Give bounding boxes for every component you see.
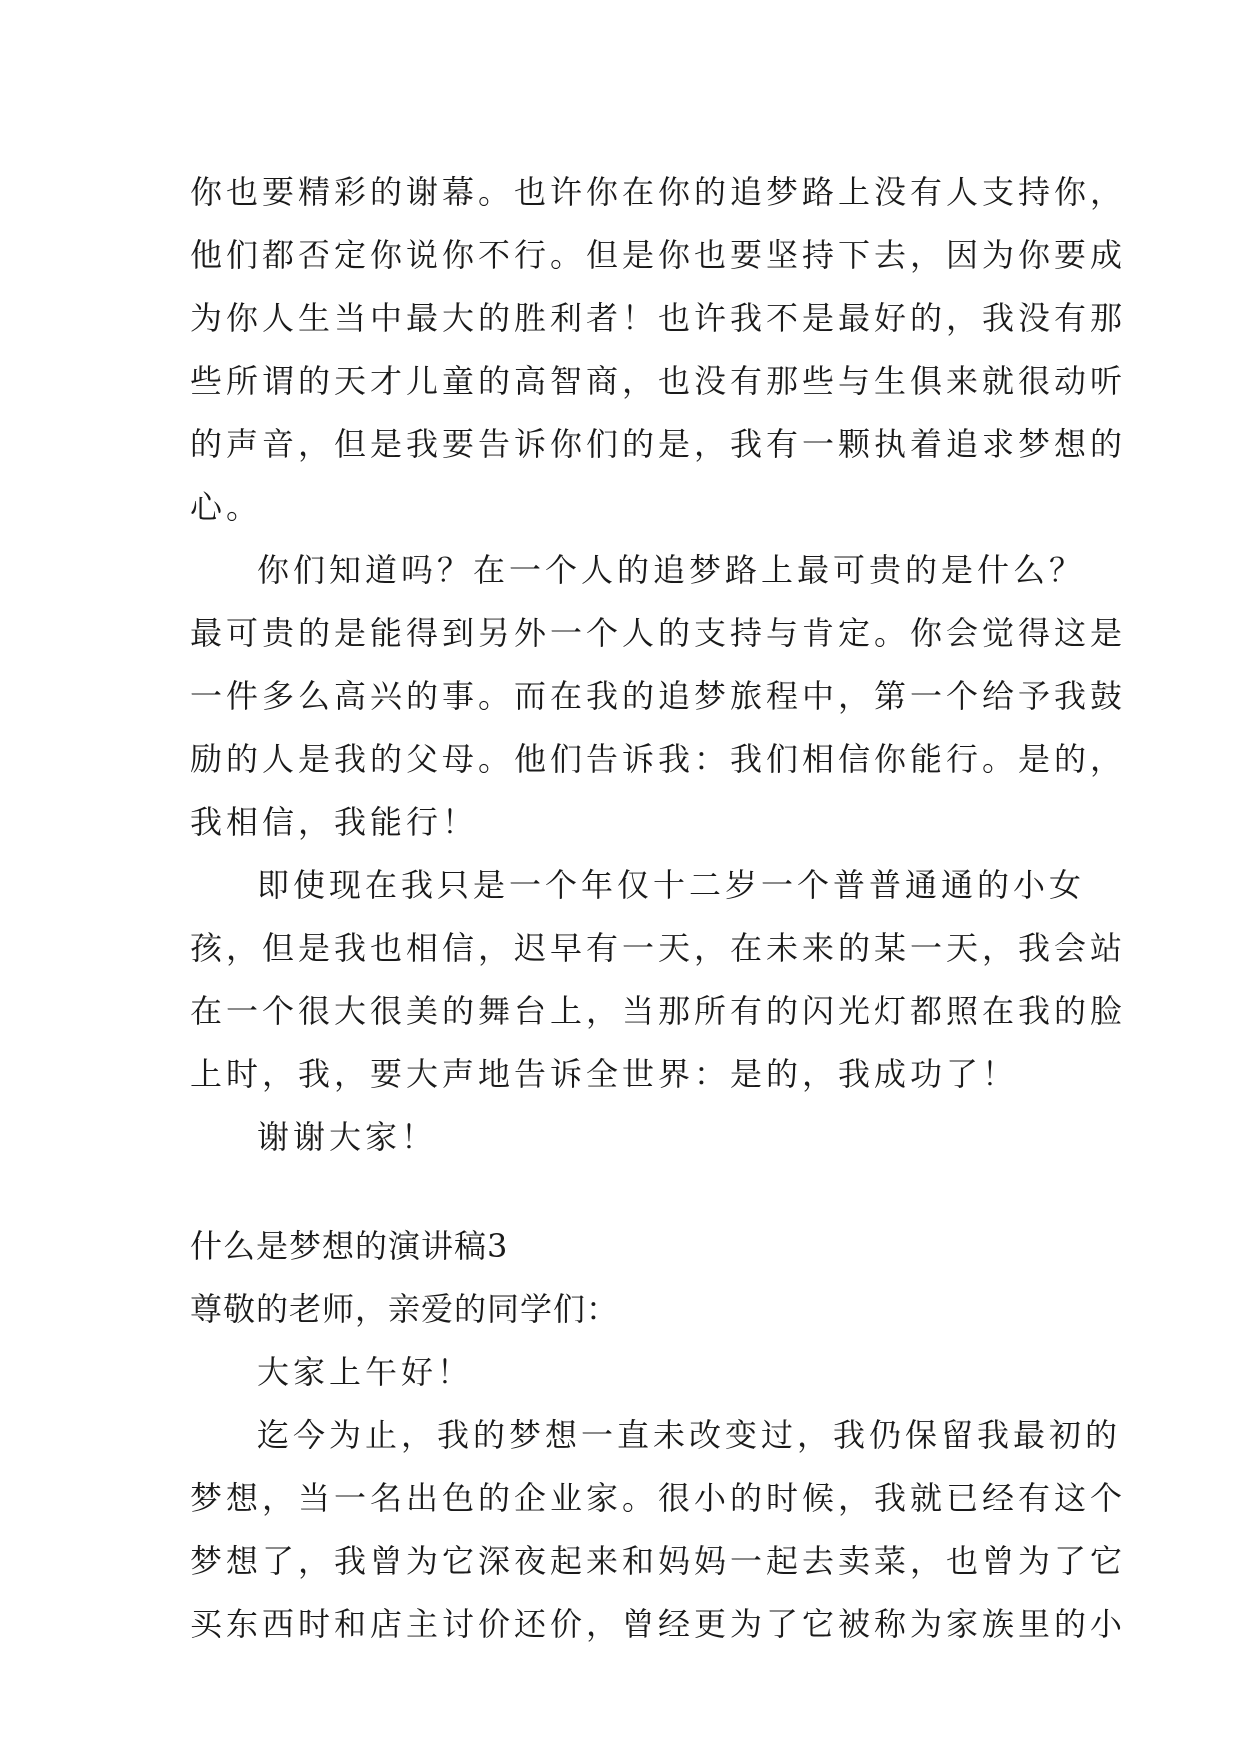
body-text-line: 你也要精彩的谢幕。也许你在你的追梦路上没有人支持你，: [190, 173, 1127, 211]
body-text-line: 梦想，当一名出色的企业家。很小的时候，我就已经有这个: [190, 1479, 1127, 1517]
body-text-line: 孩，但是我也相信，迟早有一天，在未来的某一天，我会站: [190, 929, 1127, 967]
paragraph-first-line: 迄今为止，我的梦想一直未改变过，我仍保留我最初的: [257, 1416, 1122, 1454]
paragraph-first-line: 即使现在我只是一个年仅十二岁一个普普通通的小女: [257, 866, 1086, 904]
body-text-line: 他们都否定你说你不行。但是你也要坚持下去，因为你要成: [190, 236, 1127, 274]
paragraph-first-line: 谢谢大家！: [257, 1118, 438, 1156]
body-text-line: 最可贵的是能得到另外一个人的支持与肯定。你会觉得这是: [190, 614, 1127, 652]
body-text-line: 买东西时和店主讨价还价，曾经更为了它被称为家族里的小: [190, 1605, 1127, 1643]
body-text-line: 梦想了，我曾为它深夜起来和妈妈一起去卖菜，也曾为了它: [190, 1542, 1127, 1580]
body-text-line: 些所谓的天才儿童的高智商，也没有那些与生俱来就很动听: [190, 362, 1127, 400]
body-text-line: 励的人是我的父母。他们告诉我：我们相信你能行。是的，: [190, 740, 1127, 778]
body-text-line: 心。: [190, 488, 263, 526]
body-text-line: 我相信，我能行！: [190, 803, 479, 841]
body-text-line: 的声音，但是我要告诉你们的是，我有一颗执着追求梦想的: [190, 425, 1127, 463]
salutation: 尊敬的老师，亲爱的同学们：: [190, 1290, 620, 1328]
body-text-line: 为你人生当中最大的胜利者！也许我不是最好的，我没有那: [190, 299, 1127, 337]
section-heading: 什么是梦想的演讲稿3: [190, 1227, 509, 1265]
body-text-line: 一件多么高兴的事。而在我的追梦旅程中，第一个给予我鼓: [190, 677, 1127, 715]
body-text-line: 上时，我，要大声地告诉全世界：是的，我成功了！: [190, 1055, 1019, 1093]
body-text-line: 在一个很大很美的舞台上，当那所有的闪光灯都照在我的脸: [190, 992, 1127, 1030]
greeting-line: 大家上午好！: [257, 1353, 474, 1391]
paragraph-first-line: 你们知道吗？在一个人的追梦路上最可贵的是什么？: [257, 551, 1086, 589]
